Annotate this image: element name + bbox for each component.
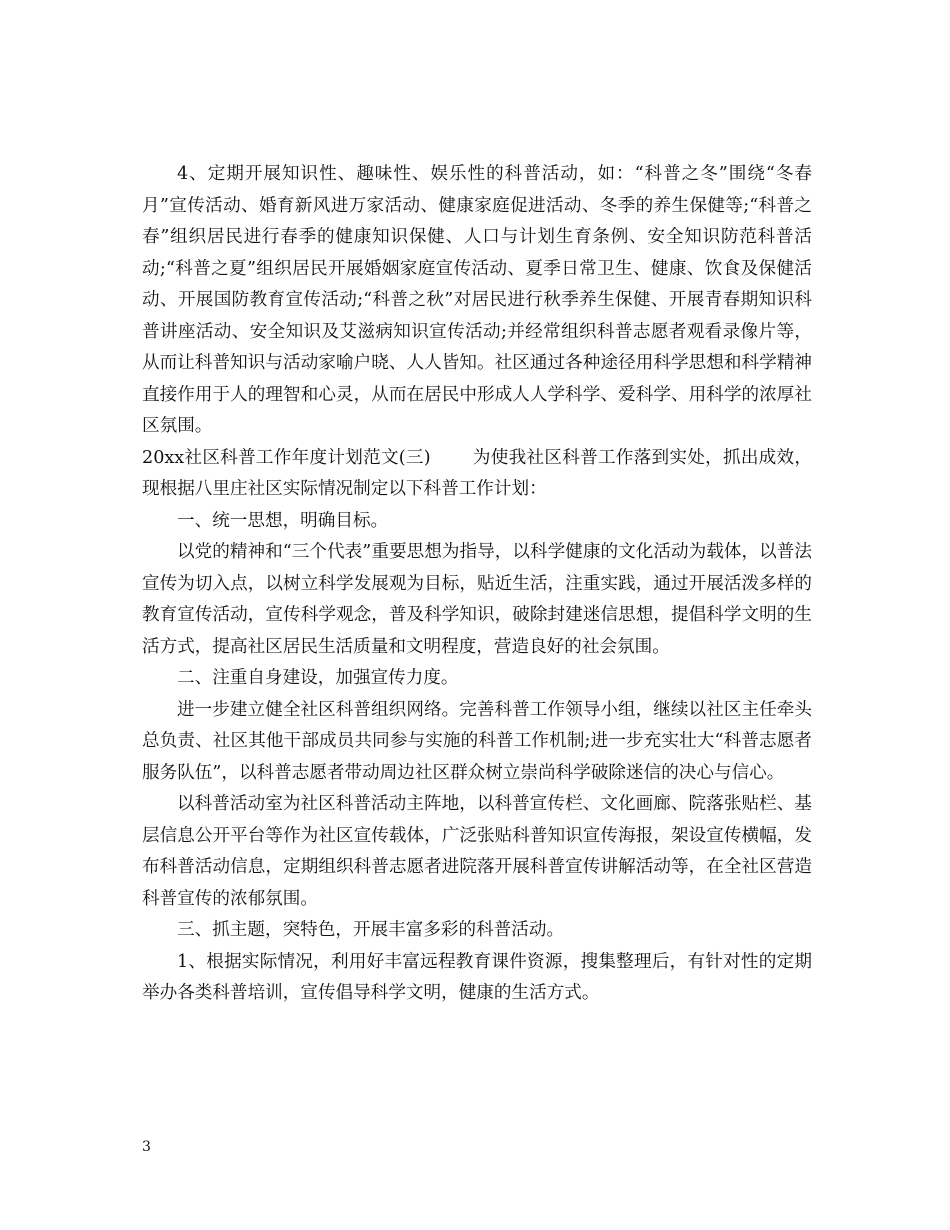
heading-rich-activities: 三、抓主题，突特色，开展丰富多彩的科普活动。 (177, 920, 565, 940)
paragraph-guiding-principles: 以党的精神和“三个代表”重要思想为指导，以科学健康的文化活动为载体，以普法宣传为切入点，以树立科学发展观为目标，贴近生活，注重实践，通过开展活泼多样的教育宣传活动，宣传科学观念，普及科学知识，破除封建迷信思想，提倡科学文明的生活方式，提高社区居民生活质量和文明程度，营造良好的社会氛围。 (142, 542, 812, 657)
paragraph-science-activities: 4、定期开展知识性、趣味性、娱乐性的科普活动，如：“科普之冬”围绕“冬春月”宣传活动、婚育新风进万家活动、健康家庭促进活动、冬季的养生保健等;“科普之春”组织居民进行春季的健康知识保健、人口与计划生育条例、安全知识防范科普活动;“科普之夏”组织居民开展婚姻家庭宣传活动、夏季日常卫生、健康、饮食及保健活动、开展国防教育宣传活动;“科普之秋”对居民进行秋季养生保健、开展青春期知识科普讲座活动、安全知识及艾滋病知识宣传活动;并经常组织科普志愿者观看录像片等，从而让科普知识与活动家喻户晓、人人皆知。社区通过各种途径用科学思想和科学精神直接作用于人的理智和心灵，从而在居民中形成人人学科学、爱科学、用科学的浓厚社区氛围。 (142, 164, 812, 436)
paragraph-plan-intro-text: 为使我社区科普工作落到实处，抓出成效，现根据八里庄社区实际情况制定以下科普工作计划： (142, 447, 812, 499)
document-body (142, 159, 812, 1010)
paragraph-remote-training: 1、根据实际情况，利用好丰富远程教育课件资源，搜集整理后，有针对性的定期举办各类科普培训，宣传倡导科学文明，健康的生活方式。 (142, 951, 812, 1003)
heading-self-building: 二、注重自身建设，加强宣传力度。 (177, 668, 459, 688)
paragraph-plan-intro (142, 443, 812, 506)
paragraph-organization-network: 进一步建立健全社区科普组织网络。完善科普工作领导小组，继续以社区主任牵头总负责、社区其他干部成员共同参与实施的科普工作机制;进一步充实壮大“科普志愿者服务队伍”，以科普志愿者带动周边社区群众树立崇尚科学破除迷信的决心与信心。 (142, 699, 812, 783)
section-title: 20xx社区科普工作年度计划范文(三) (142, 447, 431, 468)
page-number: 3 (142, 1139, 151, 1155)
paragraph-publicity-platforms: 以科普活动室为社区科普活动主阵地，以科普宣传栏、文化画廊、院落张贴栏、基层信息公开平台等作为社区宣传载体，广泛张贴科普知识宣传海报，架设宣传横幅，发布科普活动信息，定期组织科普志愿者进院落开展科普宣传讲解活动等，在全社区营造科普宣传的浓郁氛围。 (142, 794, 812, 909)
heading-unify-thinking: 一、统一思想，明确目标。 (177, 510, 389, 531)
